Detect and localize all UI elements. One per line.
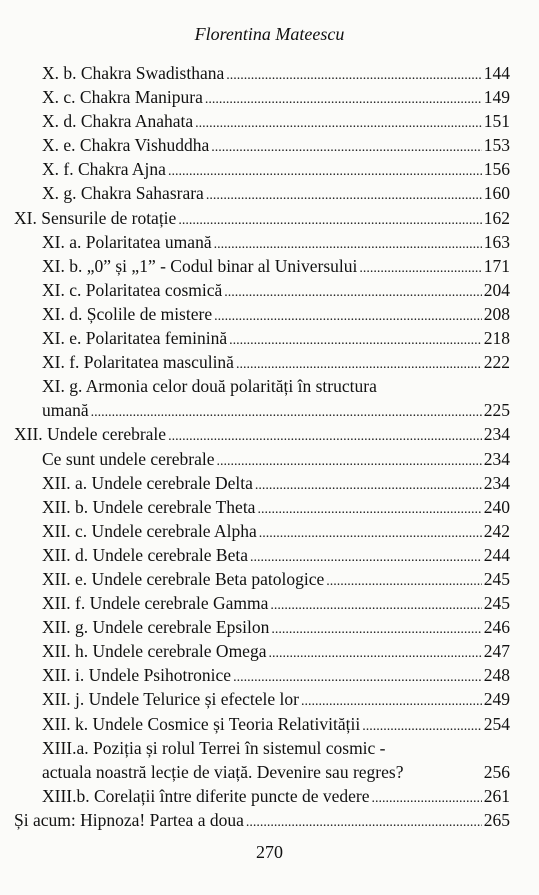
toc-entry-page: 162	[483, 207, 510, 228]
toc-entry-title: XI. f. Polaritatea masculină	[42, 352, 234, 373]
table-of-contents	[0, 61, 539, 832]
toc-entry-title: XII. e. Undele cerebrale Beta patologice	[42, 568, 325, 589]
toc-entry	[0, 591, 539, 615]
toc-entry	[0, 760, 539, 784]
toc-entry-title: XI. c. Polaritatea cosmică	[42, 279, 223, 300]
toc-entry	[0, 808, 539, 832]
toc-entry-title: XIII.b. Corelații între diferite puncte de vedere	[42, 785, 370, 806]
toc-entry-page: 144	[483, 63, 510, 83]
toc-entry-page: 160	[483, 183, 510, 204]
toc-entry-page: 234	[483, 448, 510, 469]
toc-leader-dots	[246, 811, 482, 835]
toc-entry-title: X. b. Chakra Swadisthana	[42, 63, 225, 83]
toc-entry	[0, 471, 539, 495]
toc-entry-title: XI. g. Armonia celor două polarități în structura	[42, 376, 377, 397]
toc-entry	[0, 157, 539, 181]
toc-entry-title: XII. h. Undele cerebrale Omega	[42, 641, 267, 662]
toc-entry-title: X. d. Chakra Anahata	[42, 111, 194, 132]
toc-entry-page: 208	[483, 303, 510, 324]
toc-entry-title: XI. e. Polaritatea feminină	[42, 328, 228, 349]
toc-entry-page: 249	[483, 689, 510, 710]
toc-entry	[0, 230, 539, 254]
toc-entry	[0, 422, 539, 446]
toc-entry	[0, 206, 539, 230]
toc-entry-title: X. e. Chakra Vishuddha	[42, 135, 210, 156]
toc-entry-title: XII. j. Undele Telurice și efectele lor	[42, 689, 299, 710]
toc-entry-page: 245	[483, 593, 510, 614]
toc-entry-title: XI. d. Școlile de mistere	[42, 303, 213, 324]
toc-entry-title: XII. g. Undele cerebrale Epsilon	[42, 617, 270, 638]
toc-entry-page: 225	[483, 400, 510, 421]
toc-entry-title: XII. f. Undele cerebrale Gamma	[42, 593, 269, 614]
page-number: 270	[256, 842, 283, 862]
toc-entry-page: 242	[483, 520, 510, 541]
toc-entry-page: 244	[483, 544, 510, 565]
toc-entry-title: XII. d. Undele cerebrale Beta	[42, 544, 249, 565]
toc-entry-title: X. c. Chakra Manipura	[42, 87, 203, 108]
toc-entry-page: 153	[483, 135, 510, 156]
toc-entry	[0, 61, 539, 85]
toc-entry-page: 265	[483, 809, 510, 830]
toc-entry	[0, 567, 539, 591]
toc-entry	[0, 495, 539, 519]
toc-entry-page: 245	[483, 568, 510, 589]
toc-entry	[0, 85, 539, 109]
toc-entry-title: X. f. Chakra Ajna	[42, 159, 166, 180]
toc-entry-title: actuala noastră lecție de viață. Devenire sau regres?	[42, 761, 404, 782]
toc-entry-page: 149	[483, 87, 510, 108]
toc-entry	[0, 326, 539, 350]
toc-entry-page: 246	[483, 617, 510, 638]
toc-entry	[0, 254, 539, 278]
toc-entry	[0, 302, 539, 326]
toc-entry	[0, 543, 539, 567]
toc-entry	[0, 278, 539, 302]
toc-entry	[0, 784, 539, 808]
toc-entry-page: 234	[483, 424, 510, 445]
toc-entry-title: XII. k. Undele Cosmice și Teoria Relativității	[42, 713, 361, 734]
toc-entry-page: 151	[483, 111, 510, 132]
toc-entry-page: 234	[483, 472, 510, 493]
running-header: Florentina Mateescu	[194, 24, 345, 44]
toc-entry-title: XII. i. Undele Psihotronice	[42, 665, 232, 686]
toc-entry	[0, 374, 539, 398]
toc-entry-page: 204	[483, 279, 510, 300]
toc-entry	[0, 736, 539, 760]
toc-entry-title: XII. Undele cerebrale	[14, 424, 167, 445]
toc-entry-page: 248	[483, 665, 510, 686]
toc-entry	[0, 615, 539, 639]
toc-entry	[0, 398, 539, 422]
toc-entry	[0, 639, 539, 663]
toc-entry	[0, 109, 539, 133]
toc-entry	[0, 687, 539, 711]
toc-entry-title: XI. b. „0” și „1” - Codul binar al Universului	[42, 255, 358, 276]
toc-entry	[0, 350, 539, 374]
toc-entry	[0, 133, 539, 157]
toc-entry	[0, 712, 539, 736]
toc-entry	[0, 663, 539, 687]
toc-entry-page: 156	[483, 159, 510, 180]
toc-entry-title: XII. a. Undele cerebrale Delta	[42, 472, 253, 493]
toc-entry-title: XI. a. Polaritatea umană	[42, 231, 212, 252]
toc-entry	[0, 447, 539, 471]
toc-entry	[0, 519, 539, 543]
toc-entry-page: 256	[483, 761, 510, 782]
toc-entry-title: XII. b. Undele cerebrale Theta	[42, 496, 256, 517]
toc-entry-title: XI. Sensurile de rotație	[14, 207, 177, 228]
toc-entry-title: umană	[42, 400, 89, 421]
toc-entry-page: 171	[483, 255, 510, 276]
toc-entry-page: 254	[483, 713, 510, 734]
toc-entry-title: XII. c. Undele cerebrale Alpha	[42, 520, 257, 541]
toc-entry-page: 240	[483, 496, 510, 517]
toc-entry-title: Și acum: Hipnoza! Partea a doua	[14, 809, 244, 830]
toc-entry-page: 218	[483, 328, 510, 349]
toc-entry-page: 261	[483, 785, 510, 806]
toc-entry-title: X. g. Chakra Sahasrara	[42, 183, 204, 204]
toc-entry	[0, 181, 539, 205]
toc-entry-title: XIII.a. Poziția și rolul Terrei în sistemul cosmic -	[42, 737, 386, 758]
toc-entry-title: Ce sunt undele cerebrale	[42, 448, 215, 469]
toc-entry-page: 163	[483, 231, 510, 252]
toc-entry-page: 222	[483, 352, 510, 373]
toc-entry-page: 247	[483, 641, 510, 662]
